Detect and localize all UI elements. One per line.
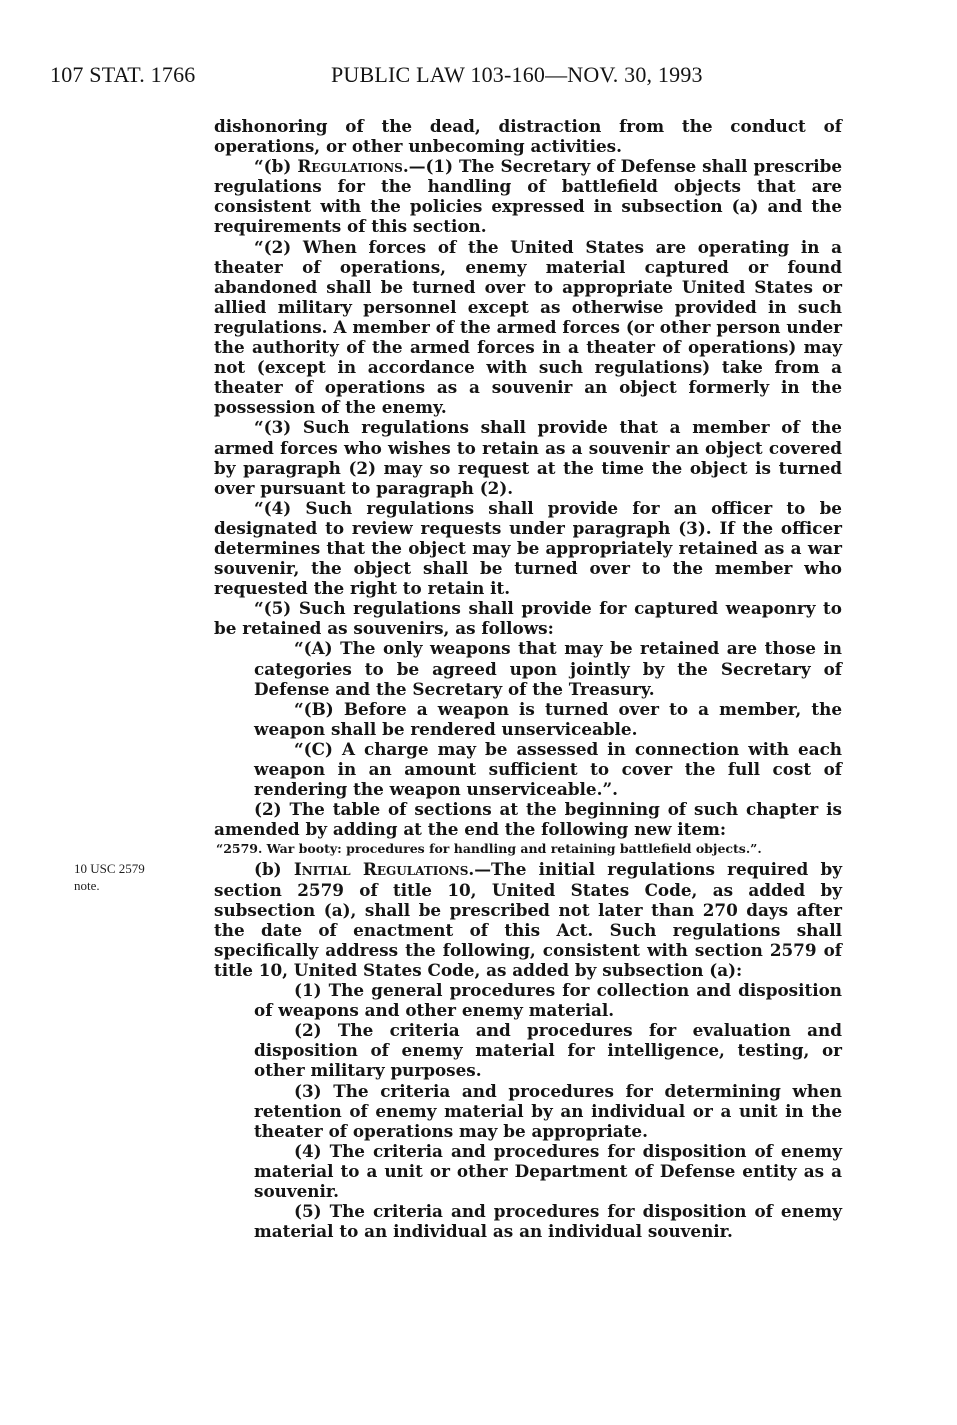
margin-note-citation: 10 USC 2579	[74, 861, 145, 876]
paragraph-3: “(3) Such regulations shall provide that a member of the armed forces who wishes to retain as a souvenir an object covered by paragraph (2) may so request at the time the object is turned over pursuant to paragraph (2).	[214, 417, 842, 498]
item-5: (5) The criteria and procedures for disposition of enemy material to an individual as an individual souvenir.	[254, 1201, 842, 1242]
subparagraph-a: “(A) The only weapons that may be retained are those in categories to be agreed upon jointly by the Secretary of Defense and the Secretary of the Treasury.	[254, 638, 842, 699]
paragraph-initial-regulations	[214, 859, 842, 980]
paragraph-table-amendment: (2) The table of sections at the beginning of such chapter is amended by adding at the end the following new item:	[214, 799, 842, 840]
subparagraph-c: “(C) A charge may be assessed in connection with each weapon in an amount sufficient to cover the full cost of rendering the weapon unserviceable.”.	[254, 738, 842, 800]
item-1: (1) The general procedures for collection and disposition of weapons and other enemy material.	[254, 980, 842, 1021]
paragraph-2: “(2) When forces of the United States are operating in a theater of operations, enemy material captured or found abandoned shall be turned over to appropriate United States or allied military personnel except as otherwise provided in such regulations. A member of the armed forces (or other person under the authority of the armed forces in a theater of operations) may not (except in accordance with such regulations) take from a theater of operations as a souvenir an object formerly in the possession of the enemy.	[214, 236, 842, 418]
paragraph-4: “(4) Such regulations shall provide for an officer to be designated to review requests under paragraph (3). If the officer determines that the object may be appropriately retained as a war souvenir, the object shall be turned over to the member who requested the right to retain it.	[214, 497, 842, 599]
regulations-dash: —	[408, 156, 426, 177]
document-body	[214, 116, 842, 1241]
stat-reference: 107 STAT. 1766	[50, 62, 196, 87]
paragraph-5: “(5) Such regulations shall provide for captured weaponry to be retained as souvenirs, as follows:	[214, 598, 842, 639]
regulations-heading: Regulations.	[297, 156, 409, 177]
item-4: (4) The criteria and procedures for disposition of enemy material to a unit or other Department of Defense entity as a souvenir.	[254, 1140, 842, 1201]
paragraph-continuation: dishonoring of the dead, distraction from the conduct of operations, or other unbecoming activities.	[214, 116, 842, 157]
regulations-prefix: “(b)	[254, 156, 298, 177]
table-of-sections-item: “2579. War booty: procedures for handling and retaining battlefield objects.”.	[216, 841, 762, 857]
initial-prefix: (b)	[254, 859, 294, 880]
public-law-reference: PUBLIC LAW 103-160—NOV. 30, 1993	[331, 62, 703, 87]
paragraph-regulations	[214, 156, 842, 236]
margin-note-label: note.	[74, 878, 100, 893]
initial-regulations-text: —The initial regulations required by section 2579 of title 10, United States Code, as added by subsection (a), shall be prescribed not later than 270 days after the date of enactment of this Act. Such regulations shall specifically address the following, consistent with section 2579 of title 10, United States Code, as added by subsection (a):	[214, 859, 843, 980]
initial-regulations-heading: Initial Regulations.	[293, 859, 475, 880]
item-3: (3) The criteria and procedures for determining when retention of enemy material by an individual or a unit in the theater of operations may be appropriate.	[254, 1080, 842, 1141]
subparagraph-b: “(B) Before a weapon is turned over to a member, the weapon shall be rendered unserviceable.	[254, 698, 842, 739]
regulations-text: (1) The Secretary of Defense shall prescribe regulations for the handling of battlefield objects that are consistent with the policies expressed in subsection (a) and the requirements of this section.	[214, 156, 843, 237]
item-2: (2) The criteria and procedures for evaluation and disposition of enemy material for intelligence, testing, or other military purposes.	[254, 1020, 842, 1081]
margin-note	[74, 860, 145, 894]
